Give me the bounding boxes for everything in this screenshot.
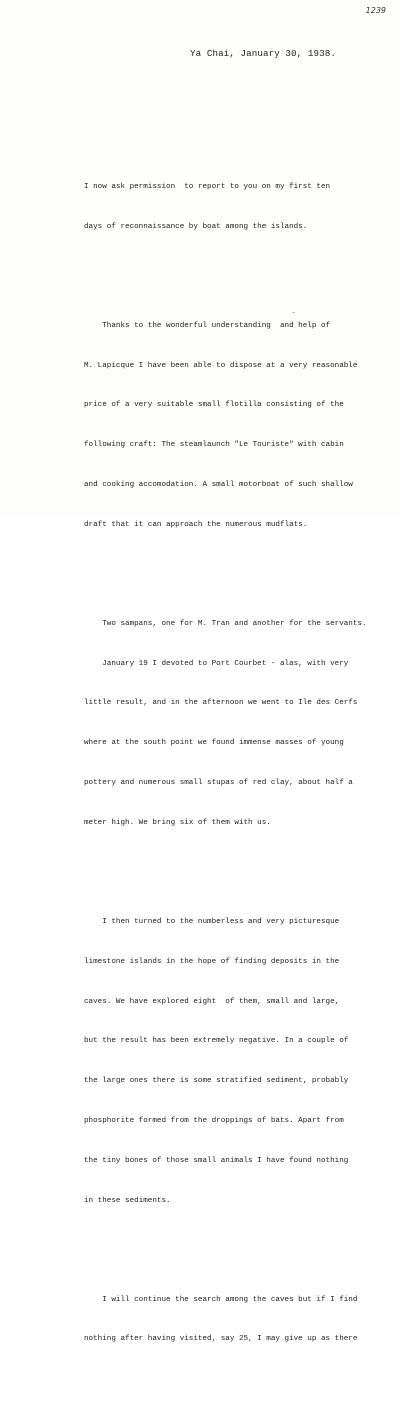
- dateline: Ya Chai, January 30, 1938.: [190, 48, 336, 59]
- text-line: January 19 I devoted to Port Courbet - alas, with very: [84, 659, 349, 668]
- text-line: caves. We have explored eight of them, small and large,: [84, 997, 340, 1006]
- text-line: nothing after having visited, say 25, I may give up as there: [84, 1335, 358, 1344]
- paragraph-1: [84, 155, 394, 261]
- paragraph-5: [84, 1267, 394, 1373]
- text-line: I now ask permission to report to you on my first ten: [84, 183, 331, 192]
- text-line: but the result has been extremely negative. In a couple of: [84, 1037, 349, 1046]
- text-line: I will continue the search among the caves but if I find: [84, 1295, 358, 1304]
- text-line: pottery and numerous small stupas of red clay, about half a: [84, 779, 353, 788]
- text-line: meter high. We bring six of them with us.: [84, 819, 271, 828]
- paragraph-2: [84, 293, 394, 559]
- text-line: in these sediments.: [84, 1196, 171, 1205]
- page-number: 1239: [365, 6, 386, 15]
- paragraph-3: [84, 591, 394, 857]
- text-line: I then turned to the numberless and very picturesque: [84, 917, 340, 926]
- text-line: days of reconnaissance by boat among the islands.: [84, 223, 308, 232]
- text-line: M. Lapicque I have been able to dispose at a very reasonable: [84, 361, 358, 370]
- text-line: price of a very suitable small flotilla consisting of the: [84, 401, 344, 410]
- text-line: where at the south point we found immense masses of young: [84, 739, 344, 748]
- text-line: and cooking accomodation. A small motorboat of such shallow: [84, 481, 353, 490]
- letter-body: [84, 128, 394, 1405]
- handwritten-tick-mark: ˘: [292, 312, 295, 319]
- text-line: little result, and in the afternoon we went to Ile des Cerfs: [84, 699, 358, 708]
- text-line: draft that it can approach the numerous mudflats.: [84, 521, 308, 530]
- text-line: phosphorite formed from the droppings of bats. Apart from: [84, 1117, 344, 1126]
- text-line: limestone islands in the hope of finding deposits in the: [84, 957, 340, 966]
- text-line: Thanks to the wonderful understanding and help of: [84, 321, 331, 330]
- text-line: following craft: The steamlaunch "Le Touriste" with cabin: [84, 441, 344, 450]
- text-line: the large ones there is some stratified sediment, probably: [84, 1077, 349, 1086]
- text-line: Two sampans, one for M. Tran and another for the servants.: [84, 619, 367, 628]
- text-line: the tiny bones of those small animals I have found nothing: [84, 1157, 349, 1166]
- paragraph-4: [84, 889, 394, 1235]
